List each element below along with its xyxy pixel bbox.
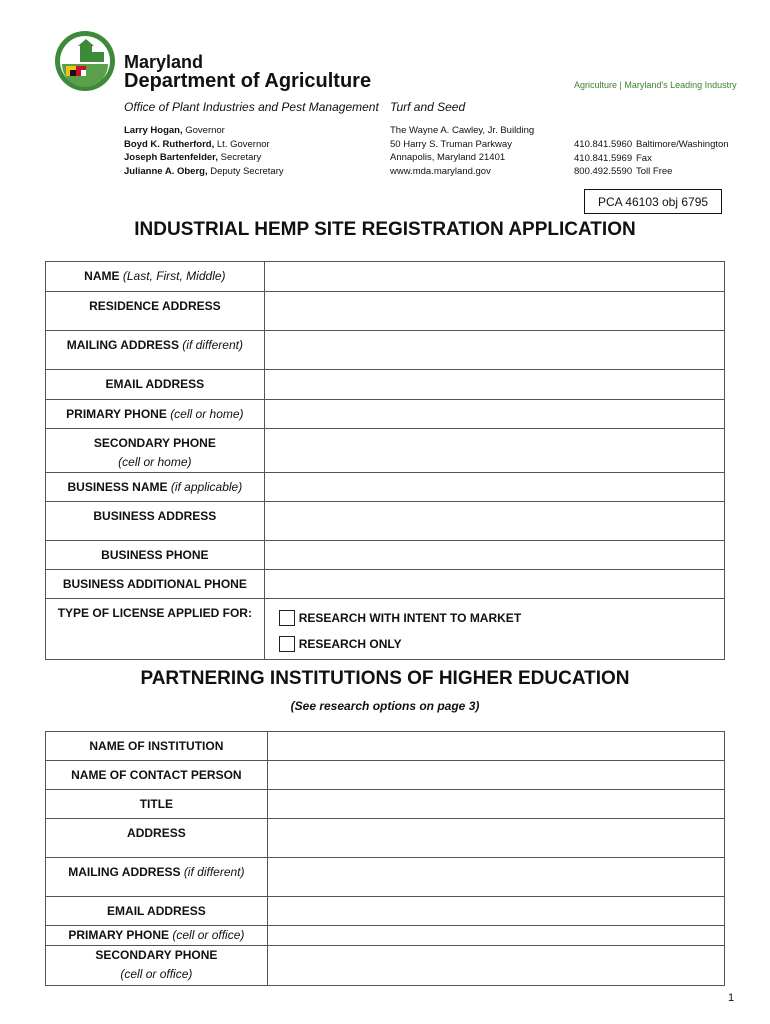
license-option-market[interactable]: RESEARCH WITH INTENT TO MARKET (279, 605, 724, 631)
phone-row: 410.841.5960 Baltimore/Washington (574, 139, 729, 150)
table-row (46, 897, 725, 926)
mda-logo (54, 30, 116, 92)
address-line: 50 Harry S. Truman Parkway (390, 138, 512, 150)
website-link[interactable]: www.mda.maryland.gov (390, 165, 491, 177)
table-row (46, 292, 725, 331)
institution-mailing-address-input[interactable] (267, 858, 724, 897)
official-row: Joseph Bartenfelder, Secretary (124, 152, 262, 163)
institution-name-input[interactable] (267, 732, 724, 761)
business-name-input[interactable] (264, 473, 724, 502)
business-address-input[interactable] (264, 502, 724, 541)
table-row (46, 819, 725, 858)
title-input[interactable] (267, 790, 724, 819)
field-label: TITLE (46, 790, 268, 819)
table-row (46, 429, 725, 473)
table-row (46, 262, 725, 292)
page-number: 1 (728, 992, 735, 1004)
table-row (46, 732, 725, 761)
table-row (46, 541, 725, 570)
address-line: The Wayne A. Cawley, Jr. Building (390, 125, 535, 136)
table-row (46, 599, 725, 660)
org-name-line1: Maryland (124, 52, 204, 72)
field-label: EMAIL ADDRESS (46, 370, 265, 400)
org-name-line2: Department of Agriculture (124, 70, 372, 92)
field-label: EMAIL ADDRESS (46, 897, 268, 926)
section-name: Turf and Seed (390, 100, 466, 114)
name-input[interactable] (264, 262, 724, 292)
official-row: Julianne A. Oberg, Deputy Secretary (124, 165, 284, 177)
applicant-table (45, 261, 725, 660)
institution-secondary-phone-input[interactable] (267, 946, 724, 986)
contact-person-input[interactable] (267, 761, 724, 790)
institution-table (45, 731, 725, 986)
primary-phone-input[interactable] (264, 400, 724, 429)
official-row: Boyd K. Rutherford, Lt. Governor (124, 138, 270, 150)
table-row (46, 858, 725, 897)
table-row (46, 946, 725, 986)
office-name: Office of Plant Industries and Pest Management (124, 100, 379, 114)
field-label: ADDRESS (46, 819, 268, 858)
field-label: BUSINESS PHONE (46, 541, 265, 570)
business-additional-phone-input[interactable] (264, 570, 724, 599)
field-label: PRIMARY PHONE (cell or home) (46, 400, 265, 429)
form-reference-box: PCA 46103 obj 6795 (584, 189, 722, 214)
form-title: INDUSTRIAL HEMP SITE REGISTRATION APPLICATION (134, 219, 636, 240)
address-line: Annapolis, Maryland 21401 (390, 152, 506, 163)
table-row (46, 761, 725, 790)
institution-address-input[interactable] (267, 819, 724, 858)
phone-block (574, 138, 729, 179)
license-type-label: TYPE OF LICENSE APPLIED FOR: (46, 599, 265, 660)
table-row (46, 473, 725, 502)
field-label: NAME OF INSTITUTION (46, 732, 268, 761)
table-row (46, 400, 725, 429)
officials-list (124, 124, 284, 178)
table-row (46, 331, 725, 370)
field-label: RESIDENCE ADDRESS (46, 292, 265, 331)
field-label: SECONDARY PHONE (cell or office) (46, 946, 268, 986)
field-label: NAME OF CONTACT PERSON (46, 761, 268, 790)
field-label: MAILING ADDRESS (if different) (46, 331, 265, 370)
phone-row: 800.492.5590 Toll Free (574, 166, 673, 177)
field-label: NAME (Last, First, Middle) (46, 262, 265, 292)
field-label: BUSINESS ADDRESS (46, 502, 265, 541)
secondary-phone-input[interactable] (264, 429, 724, 473)
table-row (46, 370, 725, 400)
residence-address-input[interactable] (264, 292, 724, 331)
email-input[interactable] (264, 370, 724, 400)
table-row (46, 790, 725, 819)
mailing-address-block (390, 124, 534, 178)
institution-primary-phone-input[interactable] (267, 926, 724, 946)
field-label: SECONDARY PHONE (cell or home) (46, 429, 265, 473)
license-options-cell (264, 599, 724, 660)
table-row (46, 926, 725, 946)
phone-row: 410.841.5969 Fax (574, 152, 652, 164)
field-label: BUSINESS ADDITIONAL PHONE (46, 570, 265, 599)
institution-email-input[interactable] (267, 897, 724, 926)
tagline: Agriculture | Maryland's Leading Industry (574, 80, 737, 90)
mailing-address-input[interactable] (264, 331, 724, 370)
license-option-research[interactable]: RESEARCH ONLY (279, 631, 724, 657)
section-title: PARTNERING INSTITUTIONS OF HIGHER EDUCATION (140, 668, 630, 689)
table-row (46, 570, 725, 599)
field-label: PRIMARY PHONE (cell or office) (46, 926, 268, 946)
business-phone-input[interactable] (264, 541, 724, 570)
section-subtitle: (See research options on page 3) (290, 699, 480, 713)
table-row (46, 502, 725, 541)
field-label: MAILING ADDRESS (if different) (46, 858, 268, 897)
field-label: BUSINESS NAME (if applicable) (46, 473, 265, 502)
checkbox-icon[interactable] (279, 610, 295, 626)
official-row: Larry Hogan, Governor (124, 125, 225, 136)
checkbox-icon[interactable] (279, 636, 295, 652)
